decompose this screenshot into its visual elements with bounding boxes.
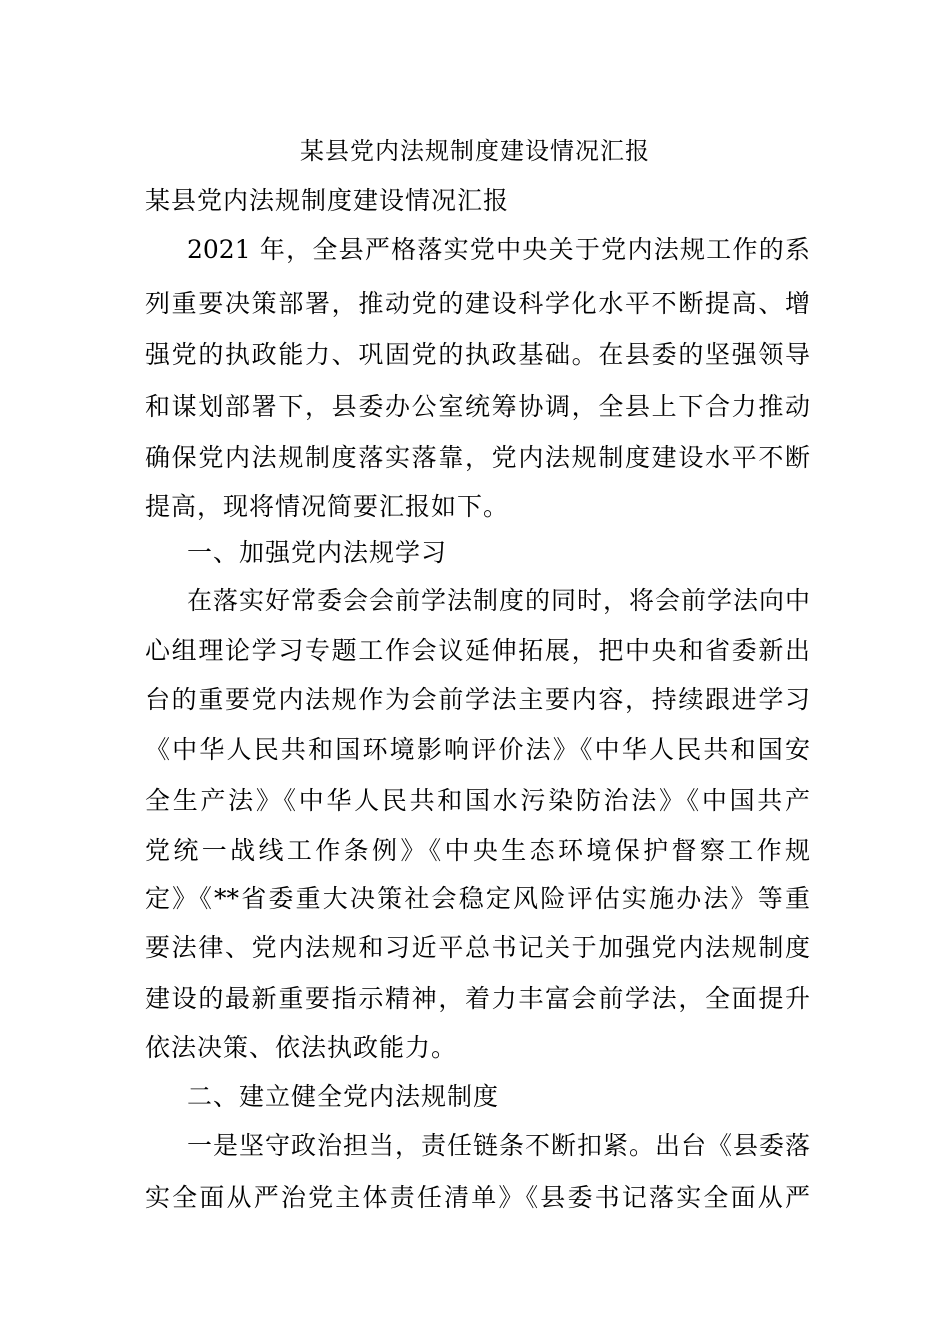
text-line: 在落实好常委会会前学法制度的同时，将会前学法向中 [187, 586, 810, 615]
text-line: 心组理论学习专题工作会议延伸拓展，把中央和省委新出 [145, 636, 810, 665]
text-line: 确保党内法规制度落实落靠，党内法规制度建设水平不断 [145, 443, 810, 472]
text-line: 依法决策、依法执政能力。 [145, 1033, 458, 1062]
text-line: 《中华人民共和国环境影响评价法》《中华人民共和国安 [145, 735, 810, 764]
section-heading: 二、建立健全党内法规制度 [187, 1082, 500, 1111]
text-line: 要法律、党内法规和习近平总书记关于加强党内法规制度 [145, 933, 810, 962]
text-line: 定》《**省委重大决策社会稳定风险评估实施办法》等重 [145, 884, 810, 913]
text-line: 台的重要党内法规作为会前学法主要内容，持续跟进学习 [145, 685, 810, 714]
text-line: 2021 年，全县严格落实党中央关于党内法规工作的系 [187, 235, 810, 264]
section-heading: 一、加强党内法规学习 [187, 538, 448, 567]
text-line: 实全面从严治党主体责任清单》《县委书记落实全面从严 [145, 1183, 810, 1212]
text-line: 建设的最新重要指示精神，着力丰富会前学法，全面提升 [145, 984, 810, 1013]
text-line: 列重要决策部署，推动党的建设科学化水平不断提高、增 [145, 289, 810, 318]
document-title: 某县党内法规制度建设情况汇报 [300, 137, 650, 165]
text-line: 和谋划部署下，县委办公室统筹协调，全县上下合力推动 [145, 392, 810, 421]
text-line: 强党的执政能力、巩固党的执政基础。在县委的坚强领导 [145, 340, 810, 369]
document-subtitle: 某县党内法规制度建设情况汇报 [145, 186, 510, 215]
text-line: 全生产法》《中华人民共和国水污染防治法》《中国共产 [145, 786, 810, 815]
text-line: 提高，现将情况简要汇报如下。 [145, 492, 510, 521]
text-line: 一是坚守政治担当，责任链条不断扣紧。出台《县委落 [187, 1131, 810, 1160]
text-line: 党统一战线工作条例》《中央生态环境保护督察工作规 [145, 836, 810, 865]
